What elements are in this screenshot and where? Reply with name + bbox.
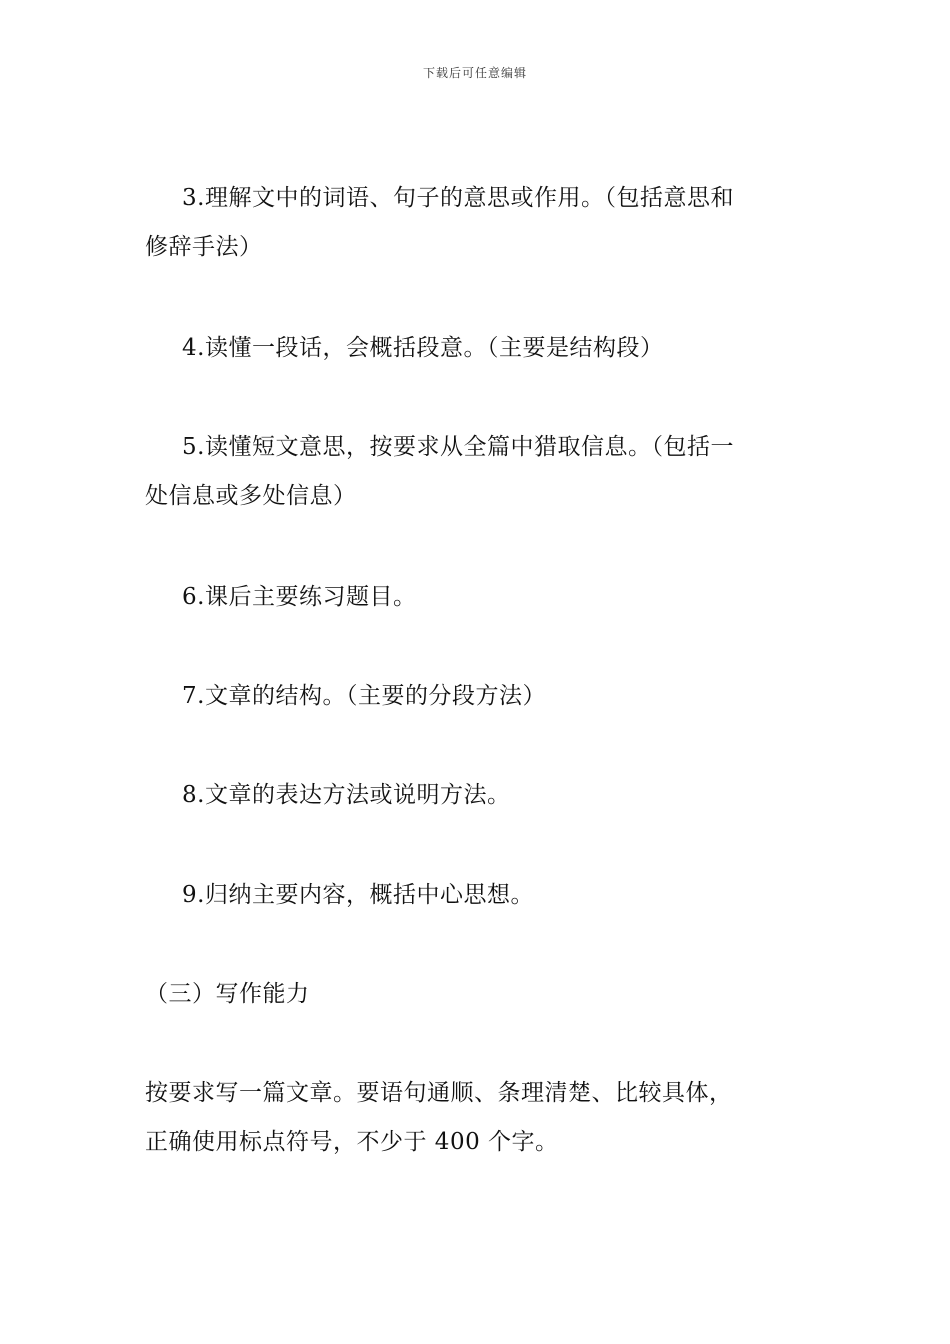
section-heading	[145, 970, 810, 1019]
section-heading-text: （三）写作能力	[145, 981, 310, 1007]
item-6	[145, 573, 810, 622]
item-4-line-1: 4.读懂一段话，会概括段意。（主要是结构段）	[182, 335, 664, 361]
writing-requirement	[145, 1069, 810, 1167]
item-9-line-1: 9.归纳主要内容，概括中心思想。	[182, 882, 534, 908]
item-8-line-1: 8.文章的表达方法或说明方法。	[182, 782, 511, 808]
item-4	[145, 324, 810, 373]
item-6-line-1: 6.课后主要练习题目。	[182, 584, 417, 610]
item-7-line-1: 7.文章的结构。（主要的分段方法）	[182, 683, 546, 709]
item-5	[145, 423, 810, 521]
item-5-line-1: 5.读懂短文意思，按要求从全篇中猎取信息。（包括一	[182, 434, 734, 460]
item-3	[145, 174, 810, 272]
writing-line-1: 按要求写一篇文章。要语句通顺、条理清楚、比较具体，	[145, 1080, 733, 1106]
writing-line-2: 正确使用标点符号，不少于 400 个字。	[145, 1129, 559, 1155]
page-header: 下载后可任意编辑	[422, 66, 527, 80]
item-7	[145, 672, 810, 721]
item-3-line-1: 3.理解文中的词语、句子的意思或作用。（包括意思和	[182, 185, 734, 211]
item-8	[145, 771, 810, 820]
item-3-line-2: 修辞手法）	[145, 234, 263, 260]
item-9	[145, 871, 810, 920]
item-5-line-2: 处信息或多处信息）	[145, 483, 357, 509]
